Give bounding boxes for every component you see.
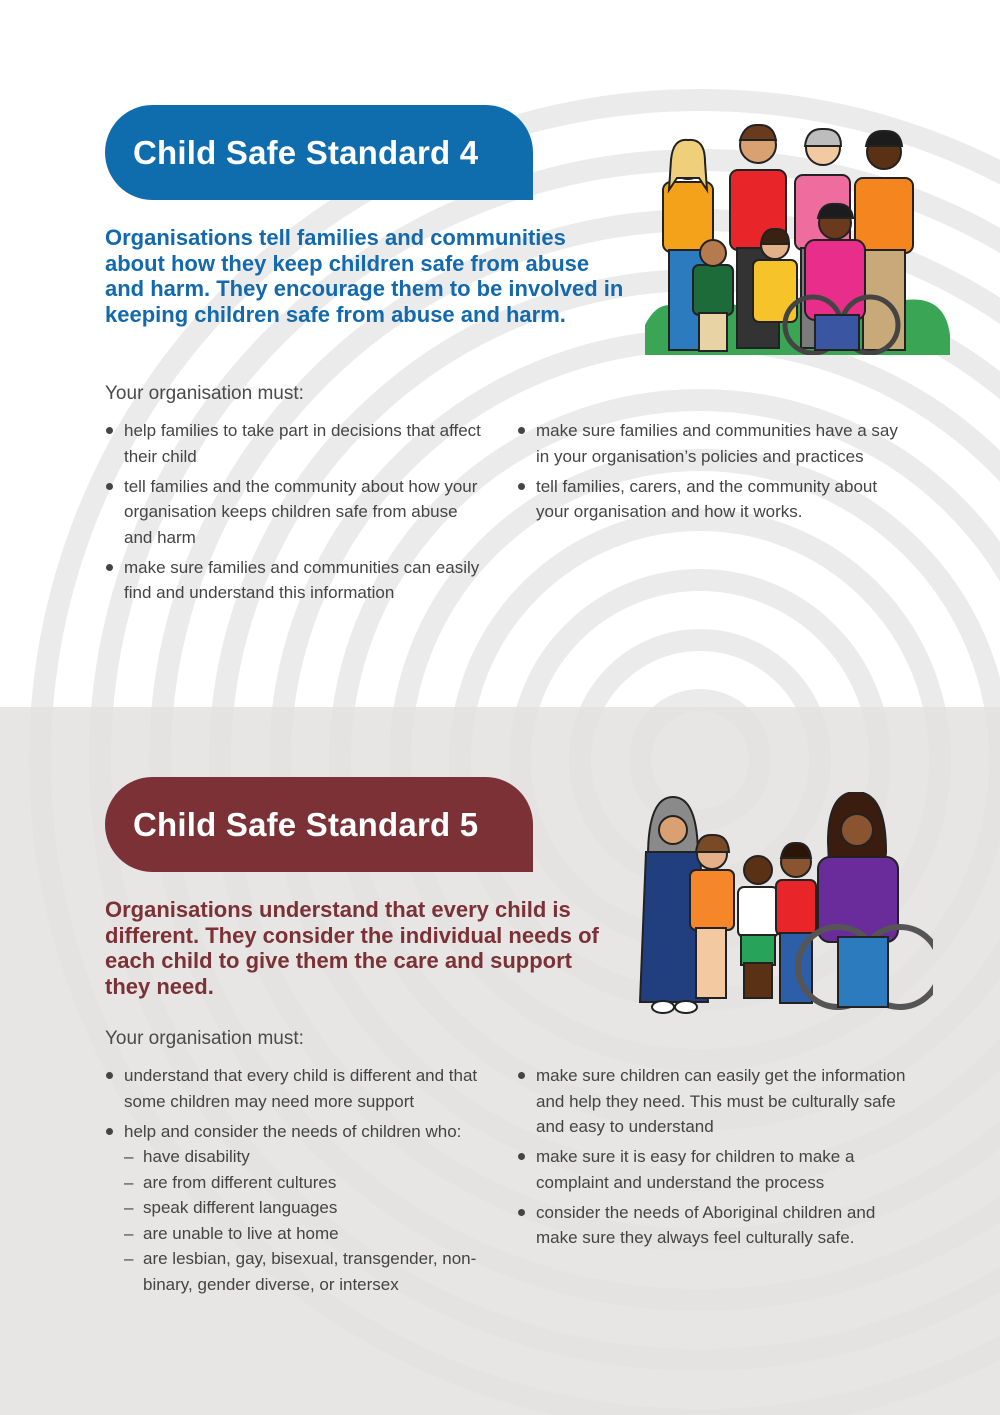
standard-5-title-banner [105, 777, 533, 872]
list-item: tell families and the community about how your organisation keeps children safe from abuse and harm [105, 474, 485, 551]
list-item: make sure children can easily get the information and help they need. This must be culturally safe and easy to understand [517, 1063, 907, 1140]
sub-list-item: – are from different cultures [124, 1170, 490, 1196]
list-item: help families to take part in decisions that affect their child [105, 418, 485, 469]
standard-4-must-heading: Your organisation must: [105, 383, 304, 404]
sub-list-item: – speak different languages [124, 1195, 490, 1221]
list-item: make sure families and communities can easily find and understand this information [105, 555, 485, 606]
sub-list-item: – are lesbian, gay, bisexual, transgender, non-binary, gender diverse, or intersex [124, 1246, 490, 1297]
standard-5-summary: Organisations understand that every child is different. They consider the individual needs of each child to give them the care and support they need. [105, 897, 599, 999]
standard-5-right-list [517, 1063, 907, 1255]
list-item: tell families, carers, and the community about your organisation and how it works. [517, 474, 902, 525]
list-item: make sure it is easy for children to make a complaint and understand the process [517, 1144, 907, 1195]
family-group-illustration [645, 120, 950, 355]
list-item: consider the needs of Aboriginal children and make sure they always feel culturally safe. [517, 1200, 907, 1251]
sub-list-item: – are unable to live at home [124, 1221, 490, 1247]
list-item [105, 1119, 490, 1298]
list-item: make sure families and communities have a say in your organisation’s policies and practices [517, 418, 902, 469]
standard-5-left-list [105, 1063, 490, 1302]
standard-4-summary: Organisations tell families and communities about how they keep children safe from abuse and harm. They encourage them to be involved in keeping children safe from abuse and harm. [105, 225, 624, 327]
standard-4-title: Child Safe Standard 4 [133, 133, 479, 171]
list-item: understand that every child is different and that some children may need more support [105, 1063, 490, 1114]
standard-5-sub-list [124, 1144, 490, 1297]
standard-5-section [0, 707, 1000, 1415]
children-and-carers-illustration [638, 792, 933, 1017]
standard-4-section [0, 0, 1000, 707]
standard-5-must-heading: Your organisation must: [105, 1028, 304, 1049]
standard-5-title: Child Safe Standard 5 [133, 805, 479, 843]
standard-4-right-list [517, 418, 902, 529]
standard-4-title-banner [105, 105, 533, 200]
sub-list-item: – have disability [124, 1144, 490, 1170]
list-item-text: help and consider the needs of children who: [124, 1121, 462, 1141]
standard-4-left-list [105, 418, 485, 610]
